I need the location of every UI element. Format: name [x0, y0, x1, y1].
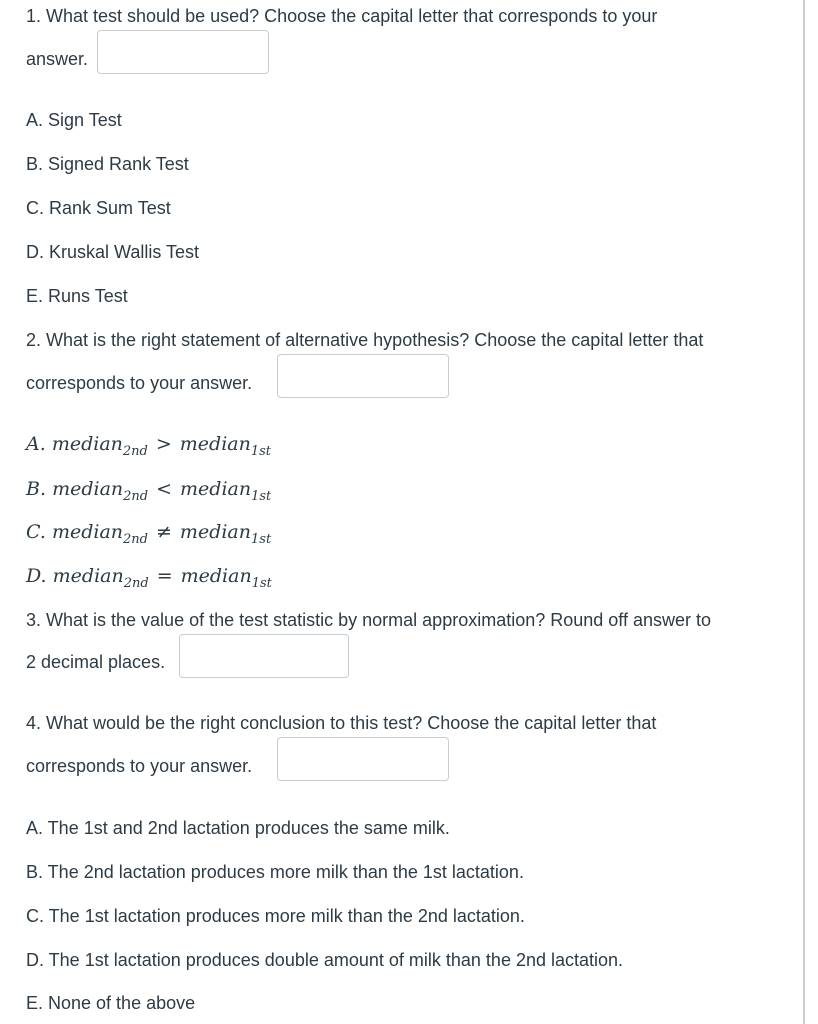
q1-answer-input[interactable] [97, 30, 269, 74]
q2-option-c-letter: C. [26, 521, 46, 543]
q1-option-d: D. Kruskal Wallis Test [26, 242, 200, 262]
q1-text-line1: 1. What test should be used? Choose the capital letter that corresponds to your [26, 6, 658, 26]
q4-option-b: B. The 2nd lactation produces more milk than the 1st lactation. [26, 862, 524, 882]
q2-option-b-right: median [180, 478, 252, 500]
q4-option-c: C. The 1st lactation produces more milk than the 2nd lactation. [26, 906, 525, 926]
q2-option-b-left: median [52, 478, 124, 500]
q2-option-d-left: median [52, 565, 124, 587]
q2-option-d [26, 564, 272, 591]
q2-option-a-left-sub: 2nd [122, 444, 148, 459]
q2-option-c-right-sub: 1st [251, 532, 272, 547]
q1-option-e: E. Runs Test [26, 286, 128, 306]
q2-text-line1: 2. What is the right statement of alternative hypothesis? Choose the capital letter that [26, 330, 704, 350]
q2-option-c-left: median [51, 521, 124, 543]
q4-option-e: E. None of the above [26, 993, 196, 1013]
q3-text-line1: 3. What is the value of the test statistic by normal approximation? Round off answer to [26, 610, 712, 630]
q3-answer-input[interactable] [179, 634, 349, 678]
q2-option-a-left: median [51, 433, 123, 455]
q4-option-a: A. The 1st and 2nd lactation produces the same milk. [26, 818, 450, 838]
q2-option-c [26, 520, 272, 547]
q2-option-b [26, 477, 272, 504]
q4-text-line1: 4. What would be the right conclusion to this test? Choose the capital letter that [26, 713, 657, 733]
q4-option-d: D. The 1st lactation produces double amount of milk than the 2nd lactation. [26, 950, 624, 970]
q2-option-b-left-sub: 2nd [123, 489, 149, 504]
q2-option-d-op: = [156, 565, 173, 587]
q1-option-a: A. Sign Test [26, 110, 122, 130]
q2-option-d-left-sub: 2nd [123, 576, 149, 591]
q2-option-b-op: < [156, 478, 173, 500]
q4-text-line2: corresponds to your answer. [26, 756, 253, 776]
q1-option-c: C. Rank Sum Test [26, 198, 171, 218]
q4-answer-input[interactable] [277, 737, 449, 781]
q2-text-line2: corresponds to your answer. [26, 373, 253, 393]
q2-option-d-letter: D. [26, 565, 47, 587]
q2-option-a-right-sub: 1st [250, 444, 272, 459]
q2-option-d-right-sub: 1st [251, 576, 272, 591]
q2-option-a [26, 432, 272, 459]
q2-option-c-op: ≠ [156, 521, 172, 543]
q2-option-a-op: > [155, 433, 172, 455]
q2-option-c-right: median [179, 521, 251, 543]
q3-text-line2: 2 decimal places. [26, 652, 166, 672]
q1-option-b: B. Signed Rank Test [26, 154, 189, 174]
q2-option-b-right-sub: 1st [251, 489, 272, 504]
q2-option-b-letter: B. [26, 478, 47, 500]
content-right-border [803, 0, 805, 1024]
q2-option-d-right: median [180, 565, 252, 587]
q2-answer-input[interactable] [277, 354, 449, 398]
q2-option-a-letter: A. [26, 433, 46, 455]
q1-text-line2: answer. [26, 49, 89, 69]
q2-option-a-right: median [179, 433, 251, 455]
q2-option-c-left-sub: 2nd [123, 532, 148, 547]
